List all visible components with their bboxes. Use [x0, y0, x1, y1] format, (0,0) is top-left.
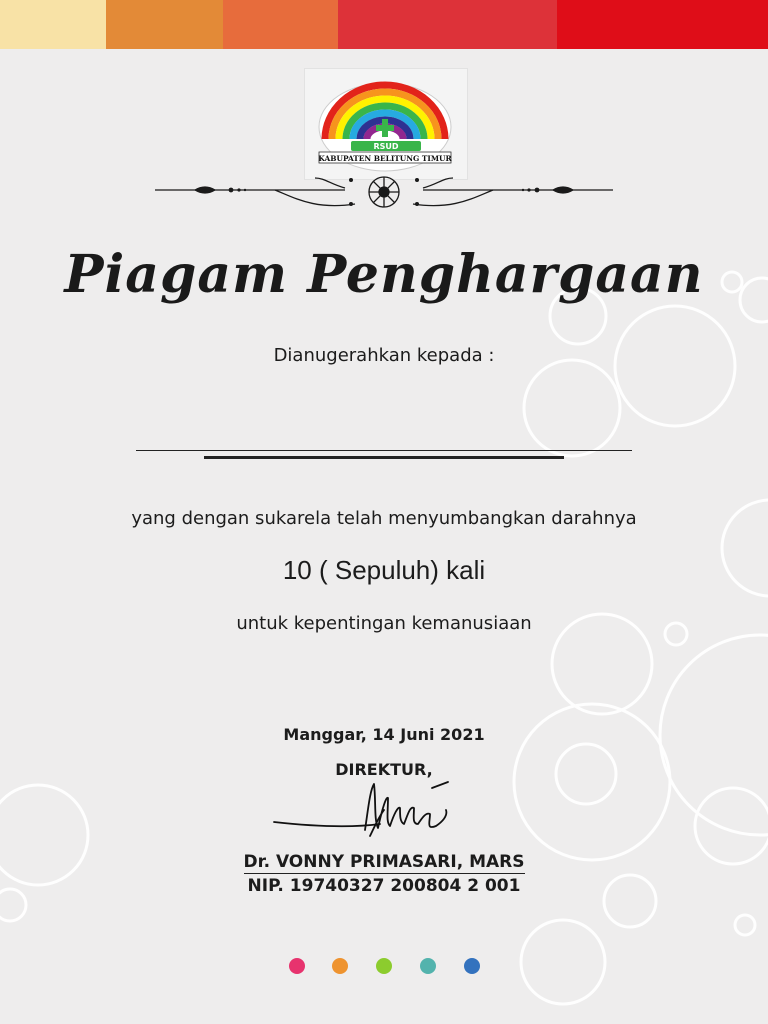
donation-count: 10 ( Sepuluh) kali	[282, 555, 486, 585]
director-signature	[270, 770, 465, 848]
purpose-text: untuk kepentingan kemanusiaan	[236, 613, 532, 634]
signatory-name	[0, 852, 768, 872]
logo-text: KABUPATEN BELITUNG TIMUR	[318, 154, 452, 163]
decorative-dot	[420, 958, 436, 974]
decorative-dot	[289, 958, 305, 974]
donation-sentence: yang dengan sukarela telah menyumbangkan darahnya	[131, 508, 637, 529]
signatory-position: DIREKTUR,	[335, 760, 433, 779]
decorative-dots	[285, 958, 485, 974]
logo-initials: RSUD	[373, 142, 399, 151]
place-date: Manggar, 14 Juni 2021	[283, 725, 485, 744]
signatory-nip: NIP. 19740327 200804 2 001	[247, 876, 521, 896]
decorative-dot	[464, 958, 480, 974]
signatory-name-text: Dr. VONNY PRIMASARI, MARS	[243, 852, 525, 872]
decorative-dot	[376, 958, 392, 974]
decorative-dot	[332, 958, 348, 974]
certificate-title: Piagam Penghargaan	[64, 244, 704, 305]
awarded-to-label: Dianugerahkan kepada :	[273, 345, 495, 366]
rainbow-cross-logo-icon	[305, 69, 467, 179]
recipient-name-underline	[204, 456, 564, 459]
hospital-logo	[304, 68, 468, 180]
recipient-name-line	[136, 450, 632, 451]
ornament-divider	[155, 174, 613, 214]
